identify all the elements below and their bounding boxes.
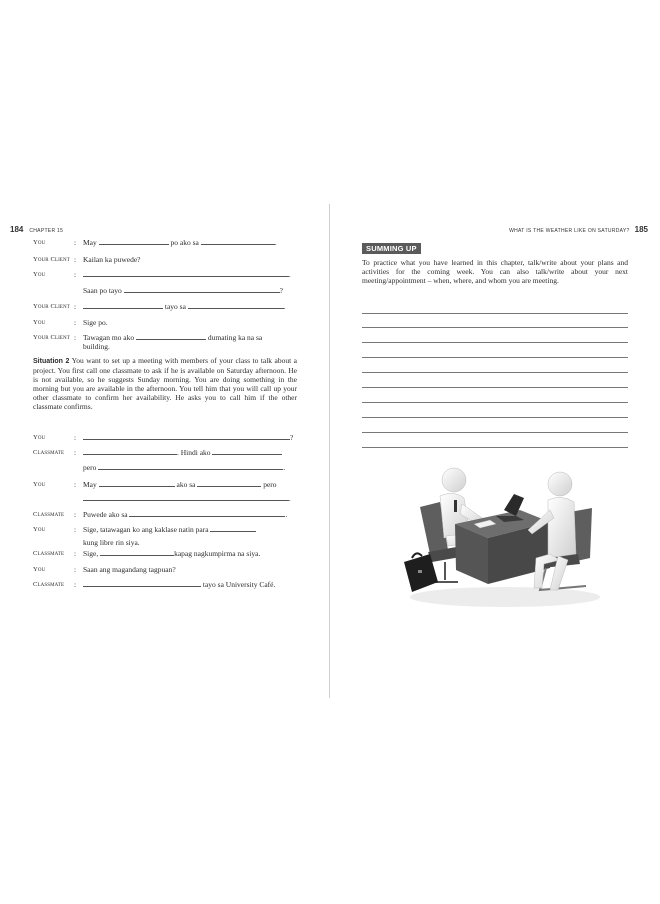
line-text: . (283, 463, 286, 472)
line-text: . (274, 238, 277, 247)
dialogue-line: Classmate : tayo sa University Café. (33, 580, 276, 589)
speaker: Classmate (33, 511, 65, 518)
fill-blank[interactable] (212, 448, 282, 455)
fill-blank[interactable] (83, 448, 177, 455)
fill-blank[interactable] (83, 494, 289, 501)
line-text: Tawagan mo ako (83, 333, 135, 342)
line-text: ako sa (176, 480, 196, 489)
writing-line[interactable] (362, 447, 628, 448)
speaker: Your Client (33, 303, 70, 310)
fill-blank[interactable] (98, 463, 286, 472)
dialogue-line: You : Saan ang magandang tagpuan? (33, 565, 176, 574)
speaker: Classmate (33, 550, 65, 557)
fill-blank[interactable] (100, 549, 174, 556)
line-text: pero (83, 463, 97, 472)
figure-right (528, 472, 576, 590)
fill-blank[interactable] (83, 433, 290, 440)
speaker: Your Client (33, 256, 70, 263)
fill-blank[interactable] (99, 238, 169, 245)
line-text: Saan ang magandang tagpuan? (83, 565, 176, 574)
page-number-left: 184 (10, 225, 24, 234)
speaker: You (33, 481, 46, 488)
line-text: pero (263, 480, 277, 489)
dialogue-line: You : Sige po. (33, 318, 108, 327)
line-text: . (289, 494, 291, 503)
line-text: . (289, 270, 291, 279)
line-text: Puwede ako sa (83, 510, 128, 519)
writing-line[interactable] (362, 402, 628, 403)
line-text: Sige, (83, 549, 99, 558)
writing-line[interactable] (362, 357, 628, 358)
line-text: ? (279, 286, 283, 295)
gutter-divider (329, 204, 330, 698)
line-text: ? (290, 433, 294, 442)
speaker: You (33, 271, 46, 278)
writing-line[interactable] (362, 417, 628, 418)
line-text: . (283, 302, 286, 311)
fill-blank[interactable] (99, 480, 175, 487)
line-text: May (83, 238, 97, 247)
running-head-right (509, 219, 648, 237)
dialogue-line: You : May po ako sa . (33, 238, 277, 247)
writing-line[interactable] (362, 342, 628, 343)
fill-blank[interactable] (210, 525, 256, 532)
situation-paragraph (33, 356, 297, 411)
line-text: Saan po tayo (83, 286, 122, 295)
situation-text: You want to set up a meeting with members of your class to talk about a project. You first call one classmate to ask if he is available on Saturday afternoon. He is not available, so he suggests Sunday morning. You are doing something in the morning but you are available in the afternoon. You tell him that you will call up your other classmate to confirm her availability. He asks you to call him if the other classmate confirms. (33, 356, 297, 411)
fill-blank[interactable] (83, 580, 201, 587)
dialogue-line: You : May ako sa pero . (33, 480, 291, 503)
fill-blank[interactable] (188, 302, 284, 309)
line-text: tayo sa University Café. (202, 580, 276, 589)
writing-line[interactable] (362, 372, 628, 373)
dialogue-line: Classmate : Sige, kapag nagkumpirma na siya. (33, 549, 261, 558)
fill-blank[interactable] (83, 270, 289, 277)
line-text: kapag nagkumpirma na siya. (174, 549, 261, 558)
line-text: Kailan ka puwede? (83, 255, 141, 264)
fill-blank[interactable] (83, 302, 163, 309)
line-text: building. (83, 342, 110, 351)
dialogue-line: Classmate : Puwede ako sa . (33, 510, 288, 519)
writing-line[interactable] (362, 327, 628, 328)
fill-blank[interactable] (201, 238, 275, 245)
writing-line[interactable] (362, 313, 628, 314)
dialogue-line: Your Client : Tawagan mo ako dumating ka na sa building. (33, 333, 263, 351)
fill-blank[interactable] (197, 480, 261, 487)
running-head-left (10, 219, 63, 237)
summing-up-text: To practice what you have learned in this chapter, talk/write about your plans and activities for the coming week. You can also talk/write about your next meeting/appointment – when, where, and whom you are meeting. (362, 258, 628, 286)
line-text: po ako sa (170, 238, 199, 247)
dialogue-1 (33, 238, 297, 355)
line-text: May (83, 480, 97, 489)
line-text: tayo sa (164, 302, 186, 311)
page-number-right: 185 (634, 225, 648, 234)
speaker: You (33, 434, 46, 441)
line-text: kung libre rin siya. (83, 538, 140, 547)
fill-blank[interactable] (124, 286, 280, 293)
dialogue-line: Your Client : tayo sa . (33, 302, 286, 311)
writing-line[interactable] (362, 432, 628, 433)
line-text: Sige, tatawagan ko ang kaklase natin para (83, 525, 209, 534)
chapter-title: WHAT IS THE WEATHER LIKE ON SATURDAY? (509, 228, 630, 234)
fill-blank[interactable] (136, 333, 206, 340)
situation-label: Situation 2 (33, 358, 70, 365)
speaker: You (33, 526, 46, 533)
dialogue-line: Classmate : . Hindi ako pero . (33, 448, 286, 472)
dialogue-line: You : ? (33, 433, 294, 442)
section-title: SUMMING UP (362, 243, 421, 254)
speaker: You (33, 319, 46, 326)
meeting-illustration (400, 462, 605, 612)
line-text: . (285, 510, 288, 519)
dialogue-line: You : Sige, tatawagan ko ang kaklase natin para kung libre rin siya. (33, 525, 297, 549)
speaker: You (33, 566, 46, 573)
dialogue-2 (33, 433, 297, 595)
speaker: Classmate (33, 449, 65, 456)
speaker: Classmate (33, 581, 65, 588)
dialogue-line: Your Client : Kailan ka puwede? (33, 255, 141, 264)
chapter-label: CHAPTER 15 (29, 228, 64, 234)
line-text: dumating ka na sa (207, 333, 263, 342)
speaker: Your Client (33, 334, 70, 341)
writing-line[interactable] (362, 387, 628, 388)
line-text: . Hindi ako (177, 448, 211, 457)
dialogue-line (33, 286, 297, 302)
line-text: Sige po. (83, 318, 108, 327)
speaker: You (33, 239, 46, 246)
dialogue-line: You : . (33, 270, 291, 279)
